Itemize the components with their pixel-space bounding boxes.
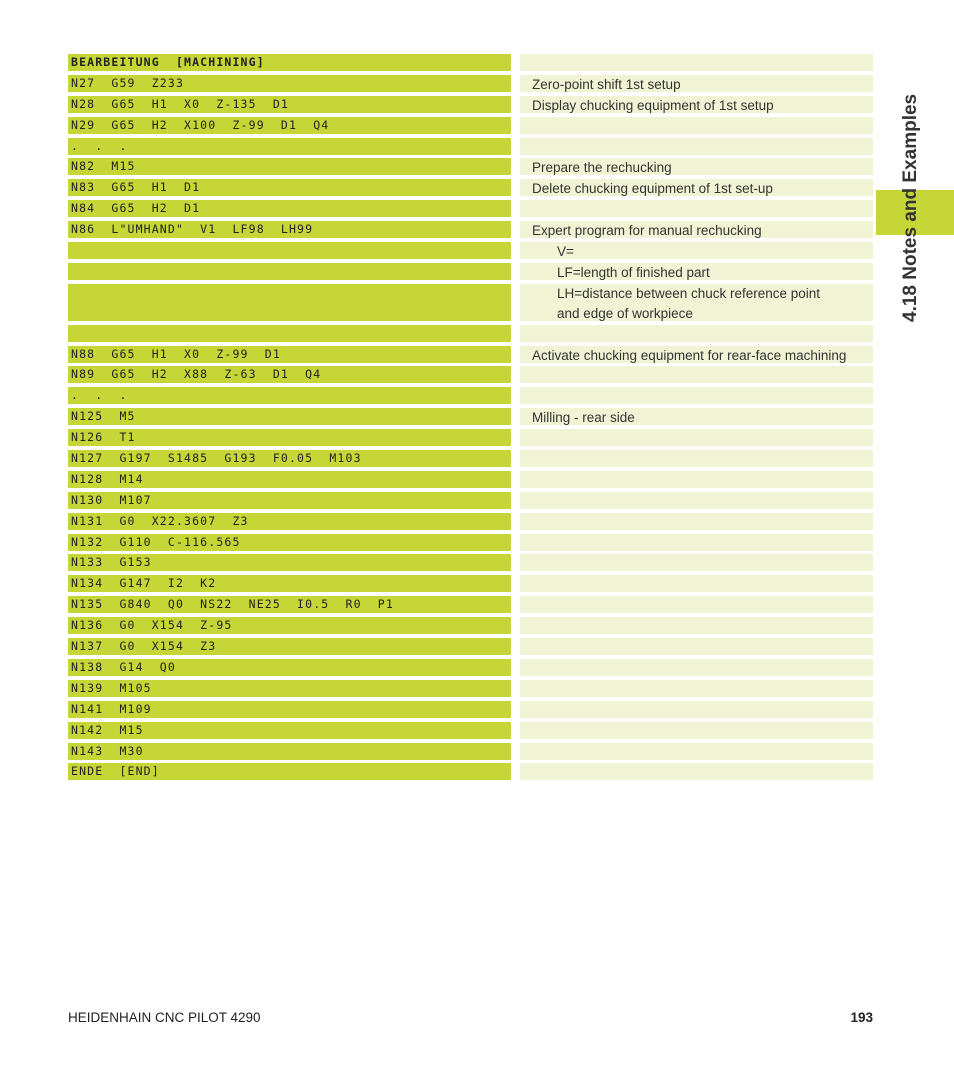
comment-text: Prepare the rechucking [532,160,672,176]
table-row [68,325,873,342]
comment-cell [520,325,873,342]
comment-cell [520,743,873,760]
table-row [68,117,873,134]
comment-cell [520,554,873,571]
nc-code-cell: N89 G65 H2 X88 Z-63 D1 Q4 [68,366,511,383]
nc-code-cell: N126 T1 [68,429,511,446]
nc-code-cell: N137 G0 X154 Z3 [68,638,511,655]
comment-cell [520,284,873,321]
comment-cell [520,450,873,467]
nc-code-cell: N136 G0 X154 Z-95 [68,617,511,634]
table-row [68,387,873,404]
table-row [68,263,873,280]
nc-code-cell: N135 G840 Q0 NS22 NE25 I0.5 R0 P1 [68,596,511,613]
table-row [68,242,873,259]
comment-text: LH=distance between chuck reference point [557,285,821,301]
comment-cell [520,387,873,404]
table-row [68,680,873,697]
comment-cell [520,75,873,92]
table-row [68,54,873,71]
table-row [68,75,873,92]
nc-code-cell: ENDE [END] [68,763,511,780]
table-row [68,743,873,760]
nc-code-cell: N125 M5 [68,408,511,425]
nc-code-cell: . . . [68,138,511,155]
nc-code-cell [68,242,511,259]
chapter-title: 4.18 Notes and Examples [900,93,921,322]
nc-code-cell: N86 L"UMHAND" V1 LF98 LH99 [68,221,511,238]
nc-code-cell [68,263,511,280]
nc-code-cell: N127 G197 S1485 G193 F0.05 M103 [68,450,511,467]
table-row [68,158,873,175]
nc-code-cell: N128 M14 [68,471,511,488]
footer-product-name: HEIDENHAIN CNC PILOT 4290 [68,1010,261,1025]
nc-code-cell [68,325,511,342]
nc-code-cell: BEARBEITUNG [MACHINING] [68,54,511,71]
nc-code-cell: N139 M105 [68,680,511,697]
table-row [68,763,873,780]
nc-code-cell: N82 M15 [68,158,511,175]
table-row [68,492,873,509]
comment-cell [520,158,873,175]
comment-cell [520,242,873,259]
nc-code-cell: N84 G65 H2 D1 [68,200,511,217]
table-row [68,722,873,739]
comment-cell [520,263,873,280]
nc-code-cell [68,284,511,321]
comment-cell [520,221,873,238]
comment-text: Zero-point shift 1st setup [532,76,681,92]
table-row [68,617,873,634]
nc-code-cell: N83 G65 H1 D1 [68,179,511,196]
comment-cell [520,534,873,551]
comment-cell [520,366,873,383]
table-row [68,701,873,718]
comment-cell [520,617,873,634]
table-row [68,596,873,613]
nc-code-cell: N132 G110 C-116.565 [68,534,511,551]
table-row [68,471,873,488]
nc-code-cell: N28 G65 H1 X0 Z-135 D1 [68,96,511,113]
nc-code-cell: N143 M30 [68,743,511,760]
table-row [68,179,873,196]
comment-cell [520,659,873,676]
comment-text: Delete chucking equipment of 1st set-up [532,181,773,197]
table-row [68,96,873,113]
comment-text: Display chucking equipment of 1st setup [532,97,774,113]
comment-cell [520,54,873,71]
comment-text: Expert program for manual rechucking [532,223,762,239]
table-row [68,429,873,446]
comment-text-continued: and edge of workpiece [557,305,693,321]
nc-code-cell: N142 M15 [68,722,511,739]
comment-cell [520,513,873,530]
table-row [68,659,873,676]
table-row [68,200,873,217]
nc-code-cell: N138 G14 Q0 [68,659,511,676]
comment-cell [520,117,873,134]
comment-cell [520,680,873,697]
comment-cell [520,138,873,155]
nc-code-cell: N27 G59 Z233 [68,75,511,92]
comment-text: Activate chucking equipment for rear-face machining [532,347,847,363]
table-row [68,408,873,425]
comment-cell [520,96,873,113]
table-row [68,554,873,571]
table-row [68,638,873,655]
comment-cell [520,346,873,363]
comment-cell [520,471,873,488]
footer-page-number: 193 [850,1010,873,1025]
comment-cell [520,179,873,196]
nc-code-cell: N134 G147 I2 K2 [68,575,511,592]
comment-text: V= [557,244,574,260]
comment-cell [520,492,873,509]
comment-cell [520,596,873,613]
nc-code-cell: N141 M109 [68,701,511,718]
comment-cell [520,722,873,739]
table-row [68,366,873,383]
comment-cell [520,429,873,446]
comment-cell [520,763,873,780]
comment-cell [520,408,873,425]
nc-code-cell: N130 M107 [68,492,511,509]
nc-code-cell: N88 G65 H1 X0 Z-99 D1 [68,346,511,363]
comment-text: LF=length of finished part [557,264,710,280]
table-row [68,221,873,238]
comment-cell [520,575,873,592]
comment-cell [520,638,873,655]
nc-code-cell: N131 G0 X22.3607 Z3 [68,513,511,530]
comment-cell [520,701,873,718]
table-row [68,534,873,551]
table-row [68,284,873,321]
table-row [68,450,873,467]
table-row [68,138,873,155]
nc-code-cell: N29 G65 H2 X100 Z-99 D1 Q4 [68,117,511,134]
comment-cell [520,200,873,217]
nc-code-cell: N133 G153 [68,554,511,571]
table-row [68,346,873,363]
nc-program-table [68,54,873,784]
nc-code-cell: . . . [68,387,511,404]
table-row [68,575,873,592]
comment-text: Milling - rear side [532,410,635,426]
table-row [68,513,873,530]
